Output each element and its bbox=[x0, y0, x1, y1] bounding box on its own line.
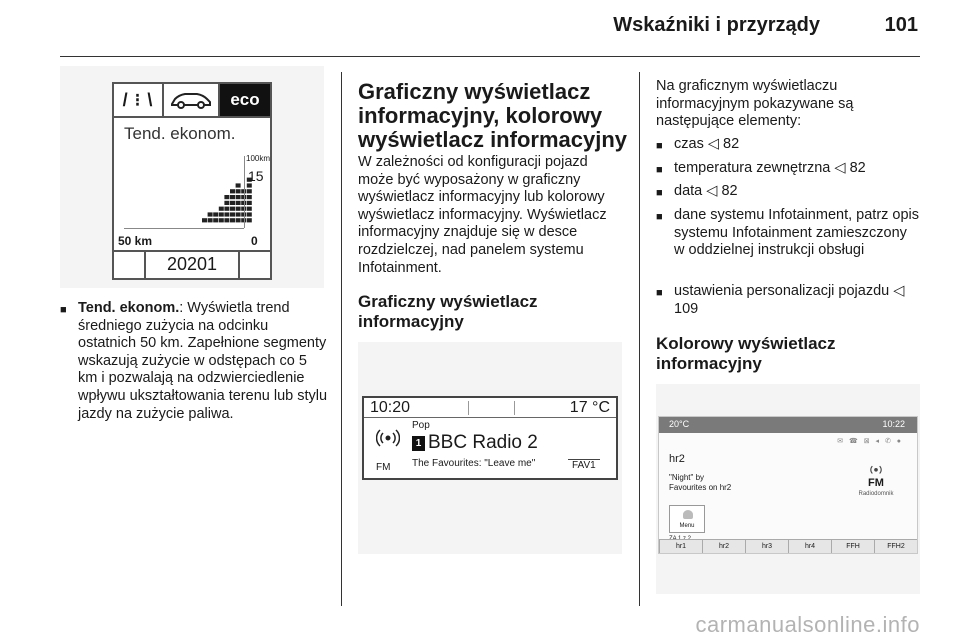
eco-bar-segment bbox=[236, 218, 241, 222]
eco-bar-segment bbox=[213, 212, 218, 216]
eco-bar-segment bbox=[219, 218, 224, 222]
road-icon: / ⁝ \ bbox=[114, 84, 164, 116]
eco-bar-segment bbox=[247, 189, 252, 193]
fav-button: FAV1 bbox=[568, 459, 600, 471]
eco-bar-segment bbox=[213, 218, 218, 222]
page-header-title: Wskaźniki i przyrządy bbox=[613, 14, 820, 36]
eco-bar-segment bbox=[230, 201, 235, 205]
list-item-label: data bbox=[674, 183, 703, 199]
eco-bar-segment bbox=[224, 207, 229, 211]
eco-axis-left-label: 50 km bbox=[118, 234, 153, 248]
eco-trend-label: Tend. ekonom. bbox=[124, 124, 236, 143]
list-item-label: ustawienia personalizacji pojazdu bbox=[674, 283, 890, 299]
list-item-label: czas bbox=[674, 136, 704, 152]
graphic-display-heading: Graficzny wyświetlacz informacyjny bbox=[358, 292, 538, 331]
eco-bar-segment bbox=[230, 189, 235, 193]
list-item bbox=[656, 283, 920, 318]
artist-name: Favourites on hr2 bbox=[669, 483, 732, 492]
eco-bar-segment bbox=[247, 201, 252, 205]
preset-button[interactable]: hr1 bbox=[659, 540, 702, 553]
eco-bar-segment bbox=[224, 218, 229, 222]
band-label: FM bbox=[868, 477, 884, 489]
bullet-marker: ■ bbox=[656, 140, 663, 152]
list-item bbox=[656, 207, 920, 260]
band-label: FM bbox=[376, 462, 391, 473]
status-divider bbox=[468, 401, 469, 415]
eco-bar-segment bbox=[247, 195, 252, 199]
list-item-text bbox=[674, 183, 920, 203]
odometer-value: 20201 bbox=[166, 254, 218, 274]
eco-bar-segment bbox=[219, 207, 224, 211]
eco-scale-value: 15 bbox=[248, 168, 264, 184]
preset-button[interactable]: hr2 bbox=[702, 540, 745, 553]
eco-bar-segment bbox=[230, 195, 235, 199]
preset-bar bbox=[659, 539, 917, 553]
list-item-label: dane systemu Infotainment, patrz opis systemu Infotainment zamieszczony w oddzielnej instrukcji obsługi bbox=[674, 207, 920, 259]
eco-bar-segment bbox=[224, 195, 229, 199]
graphic-display-status-bar bbox=[364, 398, 616, 418]
column-divider-2 bbox=[639, 72, 640, 606]
eco-bar-segment bbox=[236, 207, 241, 211]
color-display-screen bbox=[658, 416, 918, 554]
preset-button[interactable]: FFH bbox=[831, 540, 874, 553]
song-title: "Night" by bbox=[669, 473, 705, 482]
graphic-info-display-figure bbox=[358, 342, 622, 554]
menu-button[interactable] bbox=[669, 505, 705, 533]
eco-bar-segment bbox=[247, 212, 252, 216]
eco-bar-segment bbox=[236, 183, 241, 187]
eco-bar-segment bbox=[219, 212, 224, 216]
preset-button[interactable]: hr3 bbox=[745, 540, 788, 553]
outside-temperature: 20°C bbox=[669, 419, 690, 429]
eco-display-panel bbox=[112, 82, 272, 280]
preset-number-badge: 1 bbox=[412, 436, 425, 451]
graphic-display-screen bbox=[362, 396, 618, 480]
section-heading: Graficzny wyświetlacz informacyjny, kolorowy wyświetlacz informacyjny bbox=[358, 79, 627, 152]
list-item-text bbox=[674, 283, 920, 318]
eco-trend-term: Tend. ekonom. bbox=[78, 300, 180, 316]
bullet-marker: ■ bbox=[656, 287, 663, 299]
eco-bar-segment bbox=[236, 212, 241, 216]
list-item-label: temperatura zewnętrzna bbox=[674, 160, 831, 176]
eco-bar-segment bbox=[236, 195, 241, 199]
eco-scale-line bbox=[244, 156, 245, 228]
eco-bar-segment bbox=[247, 207, 252, 211]
status-icons: ✉ ☎ ⊠ ◂ ✆ ● bbox=[837, 438, 903, 445]
radio-name: Radiodomnik bbox=[858, 491, 894, 497]
watermark-text: carmanualsonline.info bbox=[695, 612, 920, 637]
list-item bbox=[656, 183, 920, 203]
status-divider bbox=[514, 401, 515, 415]
program-type: Pop bbox=[412, 420, 430, 431]
eco-trend-description bbox=[78, 300, 330, 423]
color-info-display-figure bbox=[656, 384, 920, 594]
page-reference-icon: ◁ bbox=[893, 283, 905, 299]
menu-icon bbox=[683, 510, 693, 519]
eco-bar-segment bbox=[224, 201, 229, 205]
bullet-marker: ■ bbox=[656, 211, 663, 223]
bullet-marker: ■ bbox=[656, 187, 663, 199]
eco-bottom-cell-left bbox=[114, 252, 146, 280]
page-reference-icon: ◁ bbox=[707, 136, 720, 152]
eco-bar-segment bbox=[247, 218, 252, 222]
eco-bottom-bar bbox=[114, 250, 270, 278]
preset-button[interactable]: FFH2 bbox=[874, 540, 917, 553]
eco-display-figure bbox=[60, 66, 324, 288]
color-display-status-bar bbox=[659, 417, 917, 433]
eco-bar-segment bbox=[208, 218, 213, 222]
eco-bottom-cell-right bbox=[238, 252, 270, 280]
station-name: BBC Radio 2 bbox=[428, 432, 538, 453]
eco-bar-segment bbox=[247, 183, 252, 187]
eco-bar-segment bbox=[230, 218, 235, 222]
station-name: hr2 bbox=[669, 453, 685, 465]
eco-scale-unit: 100km bbox=[246, 154, 271, 163]
page-reference[interactable]: 82 bbox=[723, 136, 740, 152]
eco-bar-segment bbox=[230, 207, 235, 211]
elements-intro: Na graficznym wyświetlaczu informacyjnym pokazywane są następujące elementy: bbox=[656, 78, 854, 130]
clock-time: 10:20 bbox=[370, 399, 411, 416]
column-divider-1 bbox=[341, 72, 342, 606]
eco-axis-line bbox=[124, 228, 244, 229]
header-divider bbox=[60, 56, 920, 57]
list-item-text bbox=[674, 207, 920, 260]
clock-time: 10:22 bbox=[882, 419, 905, 429]
bullet-marker: ■ bbox=[656, 164, 663, 176]
radio-antenna-icon bbox=[376, 426, 400, 456]
eco-bar-segment bbox=[208, 212, 213, 216]
section-paragraph: W zależności od konfiguracji pojazd może być wyposażony w graficzny wyświetlacz informacyjny lub kolorowy wyświetlacz informacyjny. Wyświetlacz informacyjny znajduje się w desce rozdzielczej, nad panelem systemu Infotainment. bbox=[358, 154, 607, 276]
page-reference[interactable]: 109 bbox=[674, 300, 699, 317]
color-display-heading: Kolorowy wyświetlacz informacyjny bbox=[656, 334, 836, 373]
eco-trend-bullet bbox=[60, 300, 330, 423]
page-reference[interactable]: 82 bbox=[721, 183, 738, 199]
menu-button-label: Menu bbox=[679, 523, 695, 529]
page-number: 101 bbox=[884, 14, 918, 36]
eco-bar-segment bbox=[230, 212, 235, 216]
list-item bbox=[656, 160, 920, 180]
list-item-text bbox=[674, 136, 920, 156]
list-item bbox=[656, 136, 920, 156]
eco-bar-segment bbox=[236, 189, 241, 193]
eco-axis-right-label: 0 bbox=[251, 234, 258, 248]
eco-bar-segment bbox=[236, 201, 241, 205]
list-item-text bbox=[674, 160, 920, 180]
eco-trend-text: : Wyświetla trend średniego zużycia na odcinku ostatnich 50 km. Zapełnione segmenty wskazują zużycie w odstępach co 5 km i pozwalają na odzwierciedlenie wpływu ukształtowania terenu lub stylu jazdy na zużycie paliwa. bbox=[78, 300, 328, 422]
eco-bar-segment bbox=[224, 212, 229, 216]
preset-button[interactable]: hr4 bbox=[788, 540, 831, 553]
page-reference[interactable]: 82 bbox=[849, 160, 866, 176]
eco-tab: eco bbox=[220, 84, 270, 116]
bullet-marker: ■ bbox=[60, 304, 67, 316]
outside-temperature: 17 °C bbox=[569, 399, 610, 416]
radio-text: The Favourites: "Leave me" bbox=[412, 458, 536, 469]
page-reference-icon: ◁ bbox=[706, 183, 718, 199]
page-reference-icon: ◁ bbox=[834, 160, 846, 176]
eco-bar-segment bbox=[202, 218, 207, 222]
